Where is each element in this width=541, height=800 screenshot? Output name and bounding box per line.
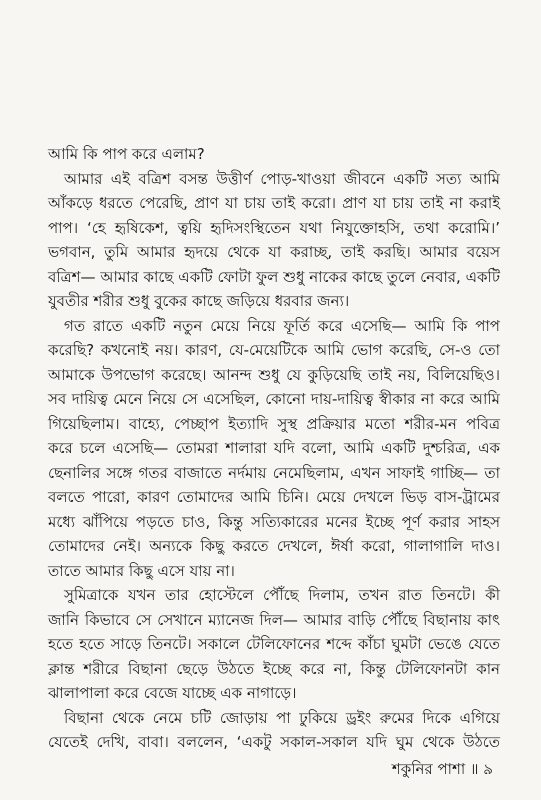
text-line: মধ্যে ঝাঁপিয়ে পড়তে চাও, কিন্তু সত্যিকারের মনের ইচ্ছে পূর্ণ করার সাহস: [48, 512, 500, 531]
text-line: জানি কিভাবে সে সেখানে ম্যানেজ দিল— আমার বাড়ি পৌঁছে বিছানায় কাৎ: [48, 610, 500, 629]
text-line: তাতে আমার কিছু এসে যায় না।: [48, 561, 235, 580]
running-footer: শকুনির পাশা ॥ ৯: [391, 760, 493, 778]
text-line: হতে হতে সাড়ে তিনটে। সকালে টেলিফোনের শব্দে কাঁচা ঘুমটা ভেঙে যেতে: [48, 635, 500, 653]
text-line: বত্রিশ— আমার কাছে একটি ফোটা ফুল শুধু নাকের কাছে তুলে নেবার, একটি: [48, 267, 500, 286]
text-line: ক্লান্ত শরীরে বিছানা ছেড়ে উঠতে ইচ্ছে করে না, কিন্তু টেলিফোনটা কান: [48, 659, 500, 678]
paragraph: [48, 706, 500, 755]
text-line: যুবতীর শরীর শুধু বুকের কাছে জড়িয়ে ধরবার জন্য।: [48, 292, 350, 310]
text-line: বিছানা থেকে নেমে চটি জোড়ায় পা ঢুকিয়ে ড্রইং রুমের দিকে এগিয়ে: [64, 708, 500, 727]
paragraph: [48, 167, 500, 314]
paragraph: [48, 142, 500, 167]
text-line: করেছি? কখনোই নয়। কারণ, যে-মেয়েটিকে আমি ভোগ করেছি, সে-ও তো: [48, 341, 500, 359]
text-line: সুমিত্রাকে যখন তার হোস্টেলে পৌঁছে দিলাম, তখন রাত তিনটে। কী: [64, 586, 500, 604]
text-line: পাপ। ‘হে হৃষিকেশ, ত্বয়ি হৃদিসংস্থিতেন যথা নিযুক্তোহসি, তথা করোমি।’: [48, 218, 500, 237]
body-text: [48, 142, 500, 755]
text-line: ঝালাপালা করে বেজে যাচ্ছে এক নাগাড়ে।: [48, 684, 297, 702]
text-line: আমি কি পাপ করে এলাম?: [48, 145, 205, 163]
text-line: আমাকে উপভোগ করেছে। আনন্দ শুধু যে কুড়িয়েছি তাই নয়, বিলিয়েছিও।: [48, 365, 500, 384]
text-line: গিয়েছিলাম। বাহ্যে, পেচ্ছাপ ইত্যাদি সুস্থ প্রক্রিয়ার মতো শরীর-মন পবিত্র: [48, 414, 500, 433]
text-line: করে চলে এসেছি— তোমরা শালারা যদি বলো, আমি একটি দুশ্চরিত্র, এক: [48, 439, 500, 457]
text-line: আমার এই বত্রিশ বসন্ত উত্তীর্ণ পোড়-খাওয়া জীবনে একটি সত্য আমি: [64, 169, 500, 188]
text-line: আঁকড়ে ধরতে পেরেছি, প্রাণ যা চায় তাই করো। প্রাণ যা চায় তাই না করাই: [48, 194, 500, 212]
text-line: তোমাদের নেই। অন্যকে কিছু করতে দেখলে, ঈর্ষা করো, গালাগালি দাও।: [48, 537, 500, 555]
text-line: সব দায়িত্ব মেনে নিয়ে সে এসেছিল, কোনো দায়-দায়িত্ব স্বীকার না করে আমি: [48, 390, 500, 408]
paragraph: [48, 583, 500, 706]
text-line: ছেনালির সঙ্গে গতর বাজাতে নর্দমায় নেমেছিলাম, এখন সাফাই গাচ্ছি— তা: [48, 463, 500, 482]
text-line: গত রাতে একটি নতুন মেয়ে নিয়ে ফূর্তি করে এসেছি— আমি কি পাপ: [64, 316, 500, 335]
paragraph: [48, 314, 500, 584]
text-line: বলতে পারো, কারণ তোমাদের আমি চিনি। মেয়ে দেখলে ভিড় বাস-ট্রামের: [48, 488, 500, 506]
text-line: ভগবান, তুমি আমার হৃদয়ে থেকে যা করাচ্ছ, তাই করছি। আমার বয়েস: [48, 243, 500, 261]
text-line: যেতেই দেখি, বাবা। বললেন, ‘একটু সকাল-সকাল যদি ঘুম থেকে উঠতে: [48, 733, 500, 751]
